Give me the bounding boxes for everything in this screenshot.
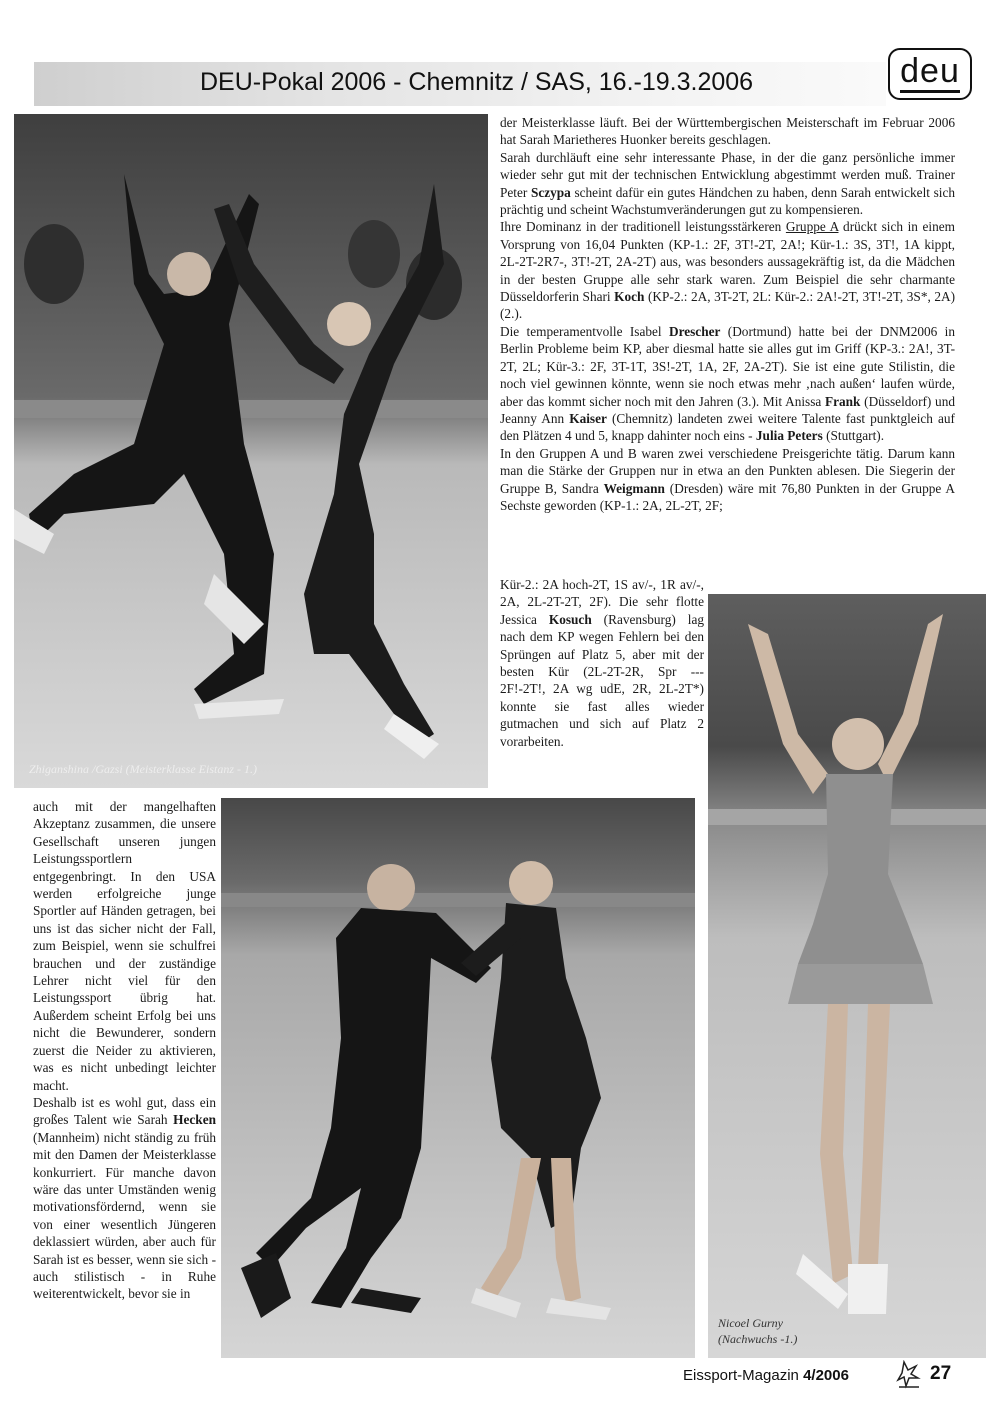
page-title: DEU-Pokal 2006 - Chemnitz / SAS, 16.-19.3.2006 — [200, 68, 754, 96]
logo-text: deu — [900, 52, 960, 90]
photo-caption: Zhiganshina /Gazsi (Meisterklasse Eistanz - 1.) — [29, 762, 257, 776]
skater-name: Hecken — [173, 1112, 216, 1128]
paragraph: Deshalb ist es wohl gut, dass ein großes Talent wie Sarah Hecken (Mannheim) nicht ständig zu früh mit den Damen der Meisterklasse konkurriert. Für manche davon wäre das unter Umständen wenig motivationsfördernd, wenn sie von einer wesentlich Jüngeren deklassiert würden, aber auch für Sarah ist es besser, wenn sie sich - auch stilistisch - in Ruhe weiterentwickelt, bevor sie in — [33, 1094, 216, 1302]
skater-name: Kaiser — [569, 410, 607, 426]
photo-ice-dance-couple — [14, 114, 488, 788]
skater-name: Frank — [824, 393, 861, 409]
skater-name: Weigmann — [603, 480, 665, 496]
paragraph: In den Gruppen A und B waren zwei verschiedene Preisgerichte tätig. Darum kann man die Stärke der Gruppen nur in etwa an den Punkten ablesen. Die Siegerin der Gruppe B, Sandra Weigmann (Dresden) wäre mit 76,80 Punkten in der Gruppe A Sechste geworden (KP-1.: 2A, 2L-2T, 2F; — [500, 445, 956, 513]
article-column-right — [500, 114, 955, 514]
photo-ice-dance-couple-2 — [221, 798, 695, 1358]
page-number: 27 — [930, 1363, 952, 1384]
paragraph: Die temperamentvolle Isabel Drescher (Dortmund) hatte bei der DNM2006 in Berlin Probleme beim KP, aber diesmal hatte sie alles gut im Griff (KP-3.: 2A!, 3T-2T, 2L; Kür-3.: 2F, 3T-1T, 3S!-2T, 1A, 2F, 2A-2T). Sie ist eine gute Stilistin, die noch viel gewinnen könnte, wenn sie noch etwas mehr ‚nach außen‘ laufen würde, aber das kommt sicher noch mit den Jahren (3.). Mit Anissa Frank (Düsseldorf) und Jeanny Ann Kaiser (Chemnitz) landeten zwei weitere Talente fast punktgleich auf den Plätzen 4 und 5, knapp dahinter noch eins - Julia Peters (Stuttgart). — [500, 323, 955, 444]
photo-ice-dance-couple-image — [14, 114, 488, 788]
photo-caption-detail: (Nachwuchs -1.) — [718, 1332, 798, 1346]
photo-solo-skater-image — [708, 594, 986, 1358]
magazine-name: Eissport-Magazin — [683, 1367, 799, 1384]
paragraph: Kür-2.: 2A hoch-2T, 1S av/-, 1R av/-, 2A, 2L-2T-2T, 2F). Die sehr flotte Jessica Kosuch (Ravensburg) lag nach dem KP wegen Fehlern bei den Sprüngen auf Platz 5, aber mit der besten Kür (2L-2T-2R, Spr --- 2F!-2T!, 2A wg udE, 2R, 2L-2T*) konnte sie fast alles wieder gutmachen und sich auf Platz 2 vorarbeiten. — [500, 577, 704, 749]
skater-name: Koch — [614, 289, 645, 305]
photo-caption-name: Nicoel Gurny — [718, 1316, 783, 1330]
photo-ice-dance-couple-2-image — [221, 798, 695, 1358]
paragraph: Ihre Dominanz in der traditionell leistungsstärkeren Gruppe A drückt sich in einem Vorsprung von 16,04 Punkten (KP-1.: 2F, 3T!-2T, 2A!; Kür-1.: 3S, 3T!, 1A kippt, 2L-2T-2R7-, 3T!-2T, 2A-2T) aus, was besonders aussagekräftig ist, da die Mädchen in der besten Gruppe alle sehr stark waren. Zum Beispiel die sehr charmante Düsseldorferin Shari Koch (KP-2.: 2A, 3T-2T, 2L: Kür-2.: 2A!-2T, 3T!-2T, 3S*, 2A) (2.). — [500, 219, 955, 322]
paragraph: Sarah durchläuft eine sehr interessante Phase, in der die ganz persönliche immer wieder sehr gut mit der technischen Entwicklung abgestimmt werden muß. Trainer Peter Sczypa scheint dafür ein gutes Händchen zu haben, denn Sarah entwickelt sich prächtig und scheint Wachstumveränderungen gut zu kompensieren. — [500, 149, 955, 218]
skater-name: Drescher — [668, 323, 721, 339]
magazine-footer — [683, 1367, 849, 1384]
skater-name: Julia Peters — [755, 428, 823, 444]
article-column-narrow — [500, 576, 704, 750]
paragraph: der Meisterklasse läuft. Bei der Württembergischen Meisterschaft im Februar 2006 hat Sarah Marietheres Huonker bereits geschlagen. — [500, 115, 955, 148]
issue-number: 4/2006 — [803, 1367, 849, 1384]
article-column-left — [33, 798, 216, 1303]
photo-solo-skater — [708, 594, 986, 1358]
skater-name: Sczypa — [530, 184, 571, 200]
paragraph: auch mit der mangelhaften Akzeptanz zusammen, die unsere Gesellschaft unseren jungen Leistungssportlern entgegenbringt. In den USA werden erfolgreiche junge Sportler auf Händen getragen, bei uns ist das sicher nicht der Fall, zum Beispiel, wenn sie schulfrei brauchen und der zuständige Lehrer nicht viel für den Leistungssport übrig hat. Außerdem scheint Erfolg bei uns nicht die Bewunderer, sondern zuerst die Neider zu aktivieren, was es nicht unbedingt leichter macht. — [33, 799, 216, 1093]
deu-logo — [888, 48, 972, 100]
skater-name: Kosuch — [548, 611, 592, 627]
group-label: Gruppe A — [785, 219, 839, 235]
logo-underline — [900, 90, 960, 93]
skater-emblem-icon — [896, 1360, 922, 1390]
